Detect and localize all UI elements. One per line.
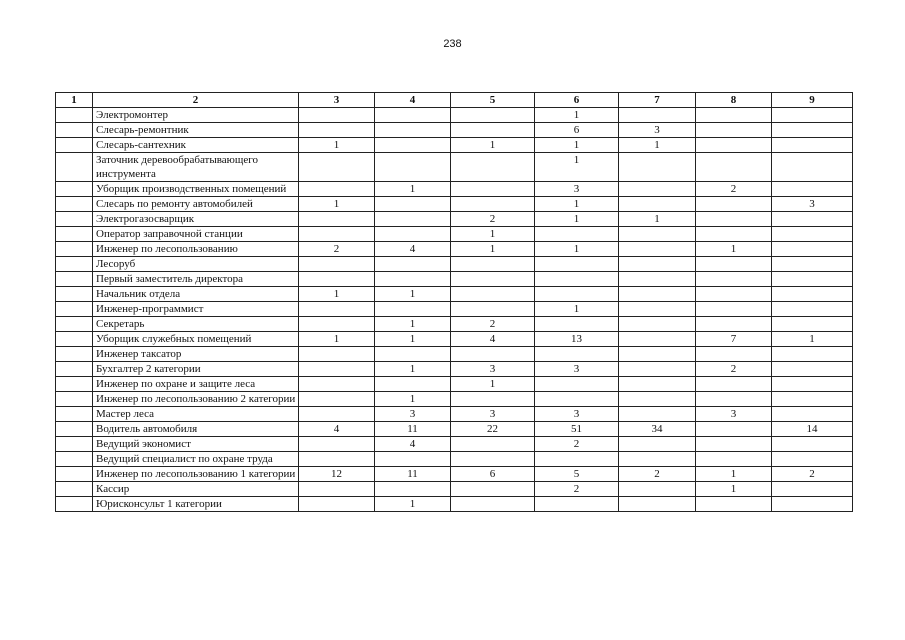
- table-cell-c8: [696, 123, 772, 138]
- table-body: [56, 108, 853, 512]
- position-name-cell: Начальник отдела: [93, 287, 299, 302]
- position-name-cell: Лесоруб: [93, 257, 299, 272]
- position-name-cell: Бухгалтер 2 категории: [93, 362, 299, 377]
- table-cell-num: [56, 362, 93, 377]
- table-cell-num: [56, 257, 93, 272]
- table-cell-c7: [619, 452, 696, 467]
- table-cell-c6: 2: [535, 437, 619, 452]
- table-cell-num: [56, 242, 93, 257]
- table-cell-c9: [772, 182, 853, 197]
- table-cell-c4: [375, 212, 451, 227]
- table-cell-c7: [619, 287, 696, 302]
- table-cell-c7: [619, 377, 696, 392]
- table-cell-c8: [696, 197, 772, 212]
- page-number: 238: [443, 38, 462, 50]
- table-cell-c4: [375, 347, 451, 362]
- position-name-cell: Оператор заправочной станции: [93, 227, 299, 242]
- column-header-9: 9: [772, 93, 853, 108]
- table-cell-c3: [299, 497, 375, 512]
- position-name-cell: Слесарь-ремонтник: [93, 123, 299, 138]
- table-cell-c4: [375, 302, 451, 317]
- table-cell-c8: [696, 212, 772, 227]
- table-cell-c3: [299, 227, 375, 242]
- table-row: [56, 482, 853, 497]
- table-row: [56, 182, 853, 197]
- table-row: [56, 123, 853, 138]
- table-cell-c4: 1: [375, 497, 451, 512]
- table-cell-c4: [375, 377, 451, 392]
- position-name-cell: Уборщик служебных помещений: [93, 332, 299, 347]
- table-cell-c9: [772, 407, 853, 422]
- table-cell-c7: [619, 392, 696, 407]
- table-cell-c4: 1: [375, 317, 451, 332]
- table-cell-c5: [451, 482, 535, 497]
- table-cell-c4: [375, 153, 451, 182]
- position-name-cell: Инженер по лесопользованию 2 категории: [93, 392, 299, 407]
- table-cell-c5: [451, 272, 535, 287]
- table-cell-c4: 3: [375, 407, 451, 422]
- table-cell-c8: [696, 227, 772, 242]
- table-cell-c3: 2: [299, 242, 375, 257]
- table-cell-num: [56, 497, 93, 512]
- table-cell-c4: [375, 123, 451, 138]
- table-cell-c6: [535, 272, 619, 287]
- table-cell-c7: [619, 153, 696, 182]
- table-cell-c4: 4: [375, 242, 451, 257]
- table-cell-c9: [772, 437, 853, 452]
- table-cell-c6: 13: [535, 332, 619, 347]
- table-cell-c6: 1: [535, 197, 619, 212]
- table-cell-c8: [696, 287, 772, 302]
- table-cell-c5: 6: [451, 467, 535, 482]
- table-cell-c7: 2: [619, 467, 696, 482]
- column-header-6: 6: [535, 93, 619, 108]
- table-cell-c9: [772, 212, 853, 227]
- table-cell-c3: 1: [299, 138, 375, 153]
- table-cell-c5: [451, 182, 535, 197]
- table-cell-c3: [299, 407, 375, 422]
- column-header-8: 8: [696, 93, 772, 108]
- table-row: [56, 257, 853, 272]
- table-cell-c6: [535, 452, 619, 467]
- table-cell-c5: 1: [451, 138, 535, 153]
- table-cell-c6: 2: [535, 482, 619, 497]
- position-name-cell: Инженер по лесопользованию 1 категории: [93, 467, 299, 482]
- position-name-cell: Инженер по лесопользованию: [93, 242, 299, 257]
- position-name-cell: Инженер-программист: [93, 302, 299, 317]
- table-cell-c8: [696, 452, 772, 467]
- table-cell-c5: [451, 257, 535, 272]
- table-cell-c8: [696, 302, 772, 317]
- table-cell-c5: 3: [451, 362, 535, 377]
- table-cell-c5: [451, 287, 535, 302]
- table-cell-c3: 1: [299, 287, 375, 302]
- table-cell-c5: 1: [451, 242, 535, 257]
- table-cell-c8: [696, 377, 772, 392]
- table-cell-c5: 3: [451, 407, 535, 422]
- table-cell-num: [56, 227, 93, 242]
- column-header-5: 5: [451, 93, 535, 108]
- table-cell-c4: [375, 452, 451, 467]
- table-cell-c8: [696, 437, 772, 452]
- table-cell-c8: [696, 272, 772, 287]
- table-row: [56, 212, 853, 227]
- table-row: [56, 227, 853, 242]
- table-cell-c4: [375, 227, 451, 242]
- position-name-cell: Слесарь по ремонту автомобилей: [93, 197, 299, 212]
- header-row: [56, 93, 853, 108]
- table-row: [56, 452, 853, 467]
- table-row: [56, 392, 853, 407]
- table-cell-c7: [619, 362, 696, 377]
- table-cell-c8: [696, 153, 772, 182]
- table-cell-c7: [619, 257, 696, 272]
- table-cell-c4: 1: [375, 332, 451, 347]
- table-cell-num: [56, 407, 93, 422]
- table-cell-c9: [772, 452, 853, 467]
- table-cell-c4: [375, 272, 451, 287]
- position-name-cell: Ведущий экономист: [93, 437, 299, 452]
- column-header-1: 1: [56, 93, 93, 108]
- table-cell-c8: [696, 347, 772, 362]
- table-cell-c5: [451, 392, 535, 407]
- table-cell-c3: [299, 362, 375, 377]
- table-cell-c6: 5: [535, 467, 619, 482]
- position-name-cell: Водитель автомобиля: [93, 422, 299, 437]
- table-cell-c3: [299, 108, 375, 123]
- table-cell-c3: [299, 392, 375, 407]
- table-cell-c9: [772, 302, 853, 317]
- table-cell-c7: [619, 108, 696, 123]
- table-cell-c6: 1: [535, 138, 619, 153]
- table-cell-c9: [772, 257, 853, 272]
- table-cell-c7: [619, 197, 696, 212]
- table-cell-c6: 3: [535, 182, 619, 197]
- table-cell-c5: [451, 302, 535, 317]
- column-header-4: 4: [375, 93, 451, 108]
- table-row: [56, 287, 853, 302]
- table-cell-num: [56, 287, 93, 302]
- table-cell-c9: [772, 317, 853, 332]
- table-row: [56, 153, 853, 182]
- table-cell-c8: [696, 422, 772, 437]
- table-cell-c3: [299, 182, 375, 197]
- table-cell-c9: [772, 272, 853, 287]
- table-cell-c9: [772, 108, 853, 123]
- table-cell-c7: [619, 407, 696, 422]
- position-name-cell: Ведущий специалист по охране труда: [93, 452, 299, 467]
- table-cell-c8: [696, 392, 772, 407]
- table-cell-num: [56, 212, 93, 227]
- table-cell-c7: 1: [619, 138, 696, 153]
- table-cell-c3: 1: [299, 332, 375, 347]
- table-cell-c5: [451, 123, 535, 138]
- table-cell-c6: 3: [535, 362, 619, 377]
- staff-table: [55, 92, 853, 512]
- table-cell-c9: 2: [772, 467, 853, 482]
- table-cell-c9: [772, 347, 853, 362]
- position-name-cell: Кассир: [93, 482, 299, 497]
- table-cell-c5: 22: [451, 422, 535, 437]
- column-header-3: 3: [299, 93, 375, 108]
- table-cell-c8: 1: [696, 482, 772, 497]
- table-cell-num: [56, 302, 93, 317]
- table-cell-c7: [619, 437, 696, 452]
- table-row: [56, 108, 853, 123]
- table-row: [56, 197, 853, 212]
- table-row: [56, 242, 853, 257]
- table-cell-num: [56, 153, 93, 182]
- table-cell-c3: [299, 257, 375, 272]
- table-cell-c7: [619, 302, 696, 317]
- table-cell-num: [56, 123, 93, 138]
- table-cell-c6: [535, 377, 619, 392]
- table-cell-c6: [535, 287, 619, 302]
- table-cell-num: [56, 332, 93, 347]
- table-cell-num: [56, 482, 93, 497]
- table-cell-c3: [299, 482, 375, 497]
- column-header-7: 7: [619, 93, 696, 108]
- table-cell-c9: [772, 377, 853, 392]
- table-cell-c6: [535, 257, 619, 272]
- position-name-cell: Слесарь-сантехник: [93, 138, 299, 153]
- table-cell-c5: [451, 197, 535, 212]
- column-header-2: 2: [93, 93, 299, 108]
- table-cell-c4: [375, 138, 451, 153]
- position-name-cell: Мастер леса: [93, 407, 299, 422]
- table-cell-c3: [299, 437, 375, 452]
- table-cell-c9: [772, 138, 853, 153]
- table-cell-c9: 1: [772, 332, 853, 347]
- table-cell-c8: [696, 108, 772, 123]
- table-row: [56, 302, 853, 317]
- table-row: [56, 362, 853, 377]
- table-cell-c4: [375, 257, 451, 272]
- table-cell-num: [56, 392, 93, 407]
- table-cell-c5: 1: [451, 227, 535, 242]
- table-cell-c7: [619, 227, 696, 242]
- table-cell-c6: [535, 347, 619, 362]
- table-cell-num: [56, 467, 93, 482]
- table-cell-c4: 1: [375, 362, 451, 377]
- table-row: [56, 317, 853, 332]
- table-cell-c5: [451, 108, 535, 123]
- table-cell-c6: 1: [535, 153, 619, 182]
- table-row: [56, 377, 853, 392]
- table-cell-num: [56, 138, 93, 153]
- table-cell-c7: [619, 497, 696, 512]
- table-cell-num: [56, 347, 93, 362]
- table-cell-c5: [451, 497, 535, 512]
- table-cell-c7: [619, 242, 696, 257]
- table-cell-c4: 1: [375, 392, 451, 407]
- table-cell-c6: [535, 317, 619, 332]
- table-row: [56, 272, 853, 287]
- table-cell-c8: 1: [696, 242, 772, 257]
- table-cell-c7: [619, 332, 696, 347]
- position-name-cell: Электромонтер: [93, 108, 299, 123]
- position-name-cell: Уборщик производственных помещений: [93, 182, 299, 197]
- table-row: [56, 407, 853, 422]
- table-cell-c9: [772, 227, 853, 242]
- table-cell-c5: 2: [451, 212, 535, 227]
- table-cell-c3: [299, 347, 375, 362]
- table-cell-c7: 3: [619, 123, 696, 138]
- table-cell-c7: 1: [619, 212, 696, 227]
- table-cell-c4: 11: [375, 422, 451, 437]
- table-cell-c8: 7: [696, 332, 772, 347]
- table-cell-num: [56, 272, 93, 287]
- table-cell-c3: [299, 272, 375, 287]
- table-cell-c9: [772, 123, 853, 138]
- table-cell-c4: [375, 482, 451, 497]
- table-cell-c7: [619, 182, 696, 197]
- position-name-cell: Заточник деревообрабатывающего инструмента: [93, 153, 299, 182]
- position-name-cell: Электрогазосварщик: [93, 212, 299, 227]
- table-cell-num: [56, 317, 93, 332]
- table-cell-c8: 2: [696, 362, 772, 377]
- table-row: [56, 467, 853, 482]
- table-cell-c6: [535, 497, 619, 512]
- table-cell-c5: [451, 437, 535, 452]
- table-cell-c8: 1: [696, 467, 772, 482]
- table-cell-c9: [772, 482, 853, 497]
- table-cell-c7: [619, 317, 696, 332]
- table-cell-c6: 1: [535, 242, 619, 257]
- table-cell-c9: 14: [772, 422, 853, 437]
- table-cell-num: [56, 197, 93, 212]
- table-cell-c3: [299, 212, 375, 227]
- table-cell-c3: [299, 123, 375, 138]
- table-cell-c6: 6: [535, 123, 619, 138]
- table-cell-c3: 1: [299, 197, 375, 212]
- table-cell-c5: 4: [451, 332, 535, 347]
- table-row: [56, 347, 853, 362]
- table-cell-c8: [696, 497, 772, 512]
- table-cell-c5: 2: [451, 317, 535, 332]
- table-cell-c6: 1: [535, 108, 619, 123]
- table-cell-c3: [299, 317, 375, 332]
- table-row: [56, 332, 853, 347]
- table-cell-c3: [299, 377, 375, 392]
- table-cell-c4: 11: [375, 467, 451, 482]
- table-cell-c5: [451, 452, 535, 467]
- table-row: [56, 422, 853, 437]
- position-name-cell: Секретарь: [93, 317, 299, 332]
- table-cell-c9: [772, 242, 853, 257]
- table-cell-c9: [772, 153, 853, 182]
- table-cell-c9: [772, 392, 853, 407]
- table-cell-c4: 1: [375, 287, 451, 302]
- table-cell-c3: 4: [299, 422, 375, 437]
- table-cell-num: [56, 182, 93, 197]
- table-cell-c6: 1: [535, 212, 619, 227]
- table-cell-c4: [375, 197, 451, 212]
- table-cell-c3: [299, 302, 375, 317]
- table-cell-c6: 3: [535, 407, 619, 422]
- table-cell-c8: [696, 138, 772, 153]
- table-cell-c8: [696, 317, 772, 332]
- table-cell-c6: [535, 392, 619, 407]
- table-cell-num: [56, 422, 93, 437]
- table-cell-c7: [619, 482, 696, 497]
- table-cell-c7: [619, 347, 696, 362]
- table-cell-c4: [375, 108, 451, 123]
- position-name-cell: Первый заместитель директора: [93, 272, 299, 287]
- table-cell-c6: [535, 227, 619, 242]
- table-cell-c3: [299, 452, 375, 467]
- position-name-cell: Юрисконсульт 1 категории: [93, 497, 299, 512]
- table-cell-c4: 4: [375, 437, 451, 452]
- table-cell-c9: [772, 362, 853, 377]
- table-cell-c5: [451, 347, 535, 362]
- table-cell-c8: [696, 257, 772, 272]
- table-cell-c5: [451, 153, 535, 182]
- table-cell-num: [56, 108, 93, 123]
- position-name-cell: Инженер по охране и защите леса: [93, 377, 299, 392]
- table-cell-num: [56, 437, 93, 452]
- table-cell-c3: [299, 153, 375, 182]
- table-cell-c6: 1: [535, 302, 619, 317]
- table-cell-c8: 2: [696, 182, 772, 197]
- table-cell-c9: [772, 497, 853, 512]
- table-cell-c9: 3: [772, 197, 853, 212]
- table-cell-c7: 34: [619, 422, 696, 437]
- table-cell-num: [56, 377, 93, 392]
- table-row: [56, 497, 853, 512]
- table-cell-c5: 1: [451, 377, 535, 392]
- table-cell-c8: 3: [696, 407, 772, 422]
- table-cell-c6: 51: [535, 422, 619, 437]
- table-cell-c4: 1: [375, 182, 451, 197]
- table-row: [56, 138, 853, 153]
- table-cell-num: [56, 452, 93, 467]
- table-cell-c7: [619, 272, 696, 287]
- table-cell-c9: [772, 287, 853, 302]
- table-row: [56, 437, 853, 452]
- table-cell-c3: 12: [299, 467, 375, 482]
- position-name-cell: Инженер таксатор: [93, 347, 299, 362]
